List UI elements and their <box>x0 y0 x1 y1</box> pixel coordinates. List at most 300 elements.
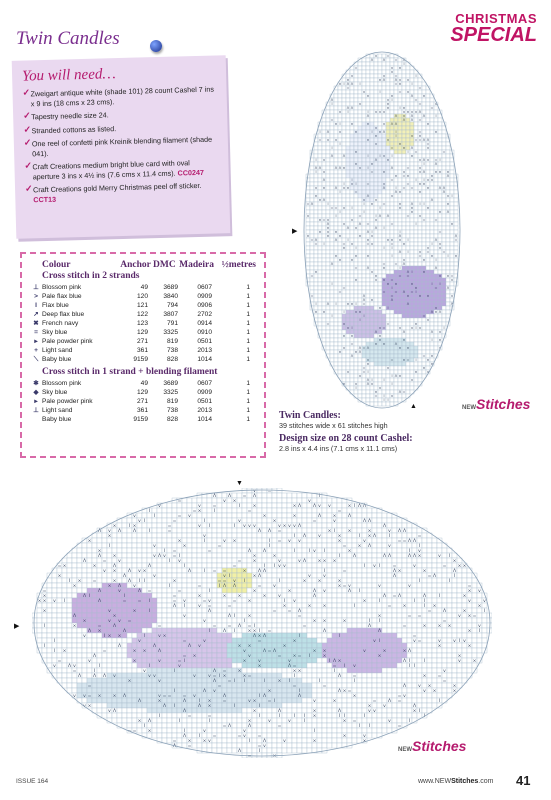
grid-cell <box>350 382 354 386</box>
grid-cell <box>82 588 87 593</box>
grid-cell <box>430 126 434 130</box>
grid-cell <box>394 266 401 270</box>
grid-cell <box>386 206 390 210</box>
grid-cell <box>406 382 410 386</box>
grid-cell <box>267 523 272 528</box>
grid-cell <box>267 583 272 588</box>
stitch-glyph: × <box>252 589 257 594</box>
grid-cell <box>242 503 247 508</box>
grid-cell <box>398 378 402 382</box>
grid-cell <box>334 178 338 182</box>
grid-cell <box>318 242 325 246</box>
grid-cell <box>272 568 277 573</box>
stitch-glyph: × <box>350 258 354 262</box>
grid-cell <box>362 246 366 250</box>
grid-cell <box>350 294 354 298</box>
grid-cell <box>394 62 398 66</box>
grid-cell <box>398 294 402 298</box>
design-size: 2.8 ins x 4.4 ins (7.1 cms x 11.1 cms) <box>279 444 398 453</box>
grid-cell <box>427 568 432 573</box>
grid-cell <box>397 558 402 563</box>
grid-cell <box>77 548 82 553</box>
grid-cell <box>127 533 132 538</box>
stitch-symbol: ✱ <box>33 380 39 387</box>
grid-cell <box>217 523 222 528</box>
grid-cell <box>92 573 97 578</box>
grid-cell <box>422 274 426 278</box>
grid-cell <box>247 498 252 503</box>
grid-cell <box>338 214 342 218</box>
grid-cell <box>406 326 410 330</box>
stitch-glyph: = <box>318 138 322 142</box>
grid-cell <box>377 513 382 518</box>
grid-cell <box>426 226 430 230</box>
grid-cell <box>366 170 370 174</box>
grid-cell <box>374 150 378 154</box>
grid-cell <box>346 122 350 126</box>
grid-cell <box>358 142 362 146</box>
stitch-glyph: = <box>346 86 350 90</box>
grid-cell <box>430 186 434 190</box>
grid-cell <box>374 258 378 262</box>
grid-cell <box>402 366 406 370</box>
grid-cell <box>426 214 430 218</box>
grid-cell <box>410 250 414 254</box>
grid-cell <box>217 533 222 538</box>
stitch-glyph: v <box>398 78 402 82</box>
grid-cell <box>247 563 252 568</box>
grid-cell <box>370 174 374 178</box>
grid-cell <box>92 553 97 558</box>
grid-cell <box>362 134 366 138</box>
grid-cell <box>362 282 366 286</box>
grid-cell <box>342 134 346 138</box>
grid-cell <box>252 513 257 518</box>
grid-cell <box>366 294 370 298</box>
grid-cell <box>422 234 426 238</box>
grid-cell <box>306 238 310 242</box>
grid-cell <box>326 106 330 110</box>
grid-cell <box>362 533 367 538</box>
stitch-glyph: Λ <box>326 302 330 306</box>
grid-cell <box>454 218 458 222</box>
grid-cell <box>442 274 446 278</box>
stitch-glyph: Λ <box>330 98 334 102</box>
grid-cell <box>312 513 317 518</box>
grid-cell <box>398 330 402 334</box>
stitch-glyph: = <box>442 150 446 154</box>
stitch-symbol: ⟍ <box>33 356 39 363</box>
grid-cell <box>422 573 427 578</box>
grid-cell <box>350 362 354 366</box>
requirement-text: Zweigart antique white (shade 101) 28 count Cashel 7 ins x 9 ins (18 cms x 23 cms). <box>30 84 215 108</box>
grid-cell <box>362 158 366 162</box>
stitch-glyph: × <box>232 499 237 504</box>
grid-cell <box>334 342 338 346</box>
grid-cell <box>442 218 446 222</box>
grid-cell <box>257 543 262 548</box>
grid-cell <box>137 573 142 578</box>
grid-cell <box>326 206 330 210</box>
stitch-glyph: v <box>118 589 121 594</box>
grid-cell <box>362 326 366 330</box>
grid-cell <box>414 182 418 186</box>
stitch-glyph: = <box>382 290 386 294</box>
grid-cell <box>330 290 334 294</box>
grid-cell <box>370 106 374 110</box>
grid-cell <box>310 222 314 226</box>
stitch-glyph: I <box>315 302 317 306</box>
grid-cell <box>330 266 334 270</box>
grid-cell <box>127 518 132 523</box>
grid-cell <box>347 553 352 558</box>
grid-cell <box>374 294 378 298</box>
grid-cell <box>442 548 447 553</box>
stitch-glyph: × <box>354 130 358 134</box>
stitch-glyph: v <box>402 110 406 114</box>
grid-cell <box>414 274 418 278</box>
grid-cell <box>374 286 378 290</box>
grid-cell <box>414 170 418 174</box>
grid-cell <box>352 508 357 513</box>
stitch-glyph: × <box>386 106 390 110</box>
grid-cell <box>334 354 338 358</box>
grid-cell <box>326 194 330 198</box>
grid-cell <box>338 306 342 310</box>
stitch-glyph: Λ <box>350 82 354 86</box>
grid-cell <box>426 166 430 170</box>
stitch-glyph: = <box>342 544 347 549</box>
grid-cell <box>227 523 232 528</box>
grid-cell <box>362 390 366 394</box>
grid-cell <box>374 58 378 62</box>
grid-cell <box>362 238 366 242</box>
grid-cell <box>310 186 314 190</box>
grid-cell <box>454 206 458 210</box>
grid-cell <box>350 130 354 134</box>
grid-cell <box>426 254 430 258</box>
grid-cell <box>177 518 182 523</box>
stitch-glyph: I <box>339 210 341 214</box>
grid-cell <box>157 593 162 598</box>
grid-cell <box>310 166 314 170</box>
grid-cell <box>417 568 422 573</box>
stitch-glyph: = <box>406 166 410 170</box>
grid-cell <box>374 398 378 402</box>
grid-cell <box>172 508 177 513</box>
grid-cell <box>426 210 430 214</box>
grid-cell <box>362 222 366 226</box>
grid-cell <box>366 70 370 74</box>
grid-cell <box>362 386 366 390</box>
grid-cell <box>332 568 337 573</box>
grid-cell <box>330 214 337 218</box>
grid-cell <box>312 568 317 573</box>
grid-cell <box>394 310 398 314</box>
grid-cell <box>117 593 122 598</box>
stitch-glyph: × <box>107 584 112 589</box>
grid-cell <box>167 503 172 508</box>
grid-cell <box>390 322 394 326</box>
grid-cell <box>358 358 362 362</box>
grid-cell <box>357 528 362 533</box>
grid-cell <box>390 186 397 190</box>
grid-cell <box>426 218 430 222</box>
grid-cell <box>97 558 102 563</box>
thread-rows-1 <box>30 283 256 364</box>
grid-cell <box>330 286 334 290</box>
stitch-glyph: Λ <box>422 158 426 162</box>
grid-cell <box>394 354 398 358</box>
grid-cell <box>257 503 262 508</box>
grid-cell <box>272 578 277 583</box>
grid-cell <box>297 578 302 583</box>
page-title: Twin Candles <box>16 28 120 49</box>
grid-cell <box>82 573 87 578</box>
grid-cell <box>354 238 358 242</box>
grid-cell <box>450 262 454 266</box>
grid-cell <box>312 498 317 503</box>
grid-cell <box>334 262 338 266</box>
stitch-glyph: × <box>42 594 47 599</box>
grid-cell <box>414 266 418 270</box>
grid-cell <box>147 583 152 588</box>
grid-cell <box>398 118 402 122</box>
grid-cell <box>434 230 438 234</box>
grid-cell <box>472 578 477 583</box>
grid-cell <box>217 558 222 563</box>
grid-cell <box>414 386 418 390</box>
grid-cell <box>358 394 362 398</box>
grid-cell <box>242 558 247 563</box>
grid-cell <box>326 286 330 290</box>
grid-cell <box>446 306 453 310</box>
grid-cell <box>322 190 326 194</box>
grid-cell <box>257 538 262 543</box>
grid-cell <box>338 194 342 198</box>
grid-cell <box>187 553 192 558</box>
grid-cell <box>422 246 426 250</box>
grid-cell <box>382 254 386 258</box>
grid-cell <box>454 246 458 250</box>
grid-cell <box>182 533 187 538</box>
stitch-glyph: I <box>423 162 425 166</box>
grid-cell <box>137 533 142 538</box>
stitch-glyph: I <box>355 302 357 306</box>
grid-cell <box>337 573 342 578</box>
grid-cell <box>358 322 362 326</box>
grid-cell <box>438 218 442 222</box>
grid-cell <box>327 553 332 558</box>
grid-cell <box>402 558 407 563</box>
grid-cell <box>362 513 367 518</box>
grid-cell <box>398 338 402 342</box>
grid-cell <box>102 593 107 598</box>
stitch-glyph: Λ <box>222 584 227 589</box>
stitch-glyph: Λ <box>442 190 446 194</box>
grid-cell <box>382 370 386 374</box>
grid-cell <box>330 182 334 186</box>
grid-cell <box>414 246 418 250</box>
grid-cell <box>430 302 434 306</box>
grid-cell <box>277 543 282 548</box>
grid-cell <box>132 593 137 598</box>
grid-cell <box>414 214 418 218</box>
grid-cell <box>437 558 442 563</box>
grid-cell <box>197 513 202 518</box>
stitch-glyph: Λ <box>346 226 350 230</box>
grid-cell <box>422 533 427 538</box>
grid-cell <box>414 186 418 190</box>
grid-cell <box>407 573 412 578</box>
grid-cell <box>338 170 342 174</box>
grid-cell <box>430 318 434 322</box>
grid-cell <box>337 503 342 508</box>
grid-cell <box>326 110 330 114</box>
grid-cell <box>386 122 390 126</box>
grid-cell <box>346 282 350 286</box>
grid-cell <box>418 258 422 262</box>
grid-cell <box>187 583 192 588</box>
grid-cell <box>437 543 442 548</box>
grid-cell <box>237 578 242 583</box>
grid-cell <box>330 334 334 338</box>
stitch-glyph: Λ <box>410 114 414 118</box>
stitch-glyph: I <box>391 254 393 258</box>
grid-cell <box>272 548 277 553</box>
grid-cell <box>362 62 366 66</box>
grid-cell <box>346 346 350 350</box>
grid-cell <box>334 310 338 314</box>
grid-cell <box>394 202 398 206</box>
stitch-glyph: Λ <box>257 569 262 574</box>
grid-cell <box>410 122 414 126</box>
grid-cell <box>374 178 378 182</box>
grid-cell <box>442 226 446 230</box>
grid-cell <box>398 258 402 262</box>
grid-cell <box>67 558 72 563</box>
grid-cell <box>378 314 382 318</box>
grid-cell <box>354 314 358 318</box>
grid-cell <box>117 533 122 538</box>
stitch-glyph: = <box>362 366 366 370</box>
grid-cell <box>434 138 438 142</box>
stitch-glyph: × <box>422 569 427 574</box>
grid-cell <box>354 342 358 346</box>
colour-name: Sky blue <box>42 389 68 396</box>
table-row <box>30 379 256 388</box>
grid-cell <box>374 318 378 322</box>
grid-cell <box>350 278 354 282</box>
stitch-glyph: = <box>232 564 237 569</box>
grid-cell <box>357 548 362 553</box>
grid-cell <box>227 533 232 538</box>
grid-cell <box>334 194 338 198</box>
grid-cell <box>310 282 314 286</box>
grid-cell <box>82 548 87 553</box>
grid-cell <box>197 563 202 568</box>
grid-cell <box>386 78 390 82</box>
grid-cell <box>338 102 342 106</box>
grid-cell <box>287 528 292 533</box>
grid-cell <box>446 146 450 150</box>
grid-cell <box>402 218 406 222</box>
grid-cell <box>418 346 422 350</box>
grid-cell <box>386 146 390 150</box>
stitch-glyph: I <box>163 549 166 554</box>
stitch-glyph: Λ <box>372 534 377 539</box>
grid-cell <box>370 74 374 78</box>
stitch-glyph: = <box>354 266 358 270</box>
grid-cell <box>370 138 374 142</box>
grid-cell <box>330 134 334 138</box>
grid-cell <box>372 528 377 533</box>
grid-cell <box>326 306 330 310</box>
stitch-glyph: = <box>207 549 212 554</box>
grid-cell <box>354 338 358 342</box>
grid-cell <box>370 386 374 390</box>
grid-cell <box>317 548 322 553</box>
grid-cell <box>338 86 342 90</box>
grid-cell <box>354 270 358 274</box>
grid-cell <box>410 194 414 198</box>
grid-cell <box>227 563 232 568</box>
grid-cell <box>372 543 377 548</box>
grid-cell <box>322 330 326 334</box>
grid-cell <box>327 573 332 578</box>
stitch-glyph: Λ <box>410 202 414 206</box>
grid-cell <box>450 186 454 190</box>
grid-cell <box>267 558 272 563</box>
grid-cell <box>314 150 318 154</box>
grid-cell <box>330 126 334 130</box>
stitch-glyph: Λ <box>366 114 370 118</box>
grid-cell <box>192 543 197 548</box>
grid-cell <box>350 186 354 190</box>
grid-cell <box>350 222 354 226</box>
grid-cell <box>326 350 330 354</box>
grid-cell <box>358 366 362 370</box>
grid-cell <box>338 250 342 254</box>
requirement-text: Craft Creations gold Merry Christmas peel off sticker. <box>32 180 202 195</box>
grid-cell <box>374 262 378 266</box>
stitch-glyph: = <box>237 559 242 564</box>
grid-cell <box>357 563 362 568</box>
grid-cell <box>346 290 350 294</box>
grid-cell <box>362 150 366 154</box>
stitch-glyph: × <box>132 524 137 529</box>
grid-cell <box>257 498 262 503</box>
stitch-glyph: × <box>402 242 406 246</box>
grid-cell <box>422 194 426 198</box>
grid-cell <box>394 250 398 254</box>
stitch-glyph: × <box>462 564 467 569</box>
grid-cell <box>390 330 394 334</box>
madeira-code: 0909 <box>197 293 212 300</box>
grid-cell <box>162 508 167 513</box>
grid-cell <box>302 553 307 558</box>
grid-cell <box>406 102 410 106</box>
grid-cell <box>342 538 347 543</box>
grid-cell <box>162 563 167 568</box>
metres-value: 1 <box>246 416 250 423</box>
grid-cell <box>192 588 197 593</box>
stitch-glyph: Λ <box>257 529 262 534</box>
stitch-glyph: I <box>208 589 211 594</box>
grid-cell <box>310 230 314 234</box>
grid-cell <box>346 230 350 234</box>
grid-cell <box>322 162 326 166</box>
